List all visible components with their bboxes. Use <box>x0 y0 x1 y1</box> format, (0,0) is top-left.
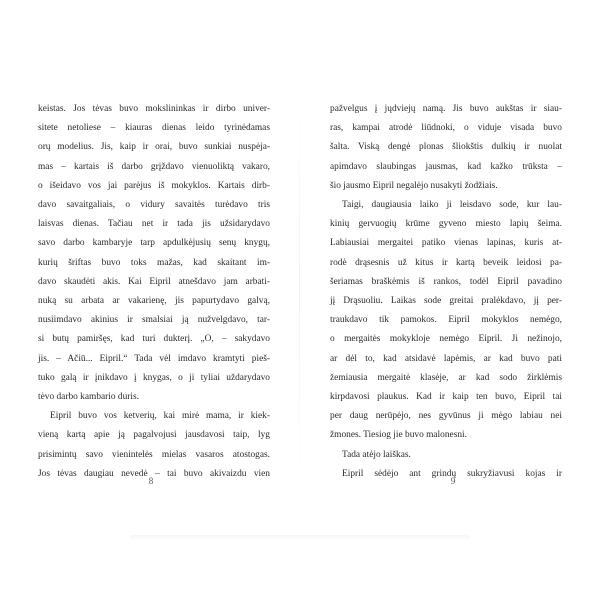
text-line: rodė drąsesnis už kitus ir kartą beveik leidosi pa- <box>330 257 562 268</box>
text-line: šio jausmo Eipril negalėjo nusakyti žodžiais. <box>330 180 498 191</box>
text-line: o išeidavo vos jai parėjus iš mokyklos. Kartais dirb- <box>38 180 270 191</box>
text-line: šalta. Viską dengė plonas šliokštis dulkių ir nuolat <box>330 142 562 153</box>
text-line: pažvelgus į jųdviejų namą. Jis buvo aukštas ir siau- <box>330 104 562 114</box>
text-line: žemiausia mergaitė klasėje, ar kad sodo žirklėmis <box>330 372 562 383</box>
text-line: laisvas dienas. Tačiau net ir tada jis užsidarydavo <box>38 219 270 230</box>
text-line: Labiausiai mergaitei patiko vienas lapinas, kuris at- <box>330 238 562 249</box>
text-line: tuko galą ir įnikdavo į knygas, o ji tyliai uždarydavo <box>38 372 270 383</box>
text-line: jis. – Ačiū... Eipril.“ Tada vėl imdavo kramtyti pieš- <box>38 353 270 364</box>
text-line: Tada atėjo laiškas. <box>342 449 411 460</box>
text-line: Eipril sėdėjo ant grindų sukryžiavusi kojas ir <box>342 468 562 479</box>
text-line: žmones. Tiesiog jie buvo malonesni. <box>330 430 467 441</box>
right-page <box>330 100 562 484</box>
text-line: savo darbo kambaryje tarp apdulkėjusių senų knygų, <box>38 238 270 249</box>
text-line: nusiimdavo akinius ir smalsiai ją nužvelgdavo, tar- <box>38 315 270 326</box>
text-line: traukdavo tik pamokos. Eipril mokyklos nemėgo, <box>330 315 562 326</box>
text-line: o mergaitės mokykloje nemėgo Eipril. Ji nežinojo, <box>330 334 562 345</box>
text-line: orų modelius. Jis, kaip ir orai, buvo sunkiai nuspėja- <box>38 142 270 153</box>
text-line: per daug nerūpėjo, nes gyvūnus ji mėgo labiau nei <box>330 411 562 422</box>
text-line: tėvo darbo kambario duris. <box>38 392 140 403</box>
page-shadow <box>130 535 470 541</box>
text-line: ras, kampai atrodė liūdnoki, o viduje visada buvo <box>330 123 562 134</box>
book-spine <box>299 90 300 490</box>
text-line: šeriamas braškėmis iš rankos, todėl Eipril pavadino <box>330 276 562 287</box>
text-line: nuką su arbata ar vakarienę, jis papurtydavo galvą, <box>38 296 270 307</box>
text-line: ar dėl to, kad atsidavė lapėmis, ar kad buvo pati <box>330 353 562 364</box>
text-line: kinių gervuogių krūme gyveno miesto lapių šeima. <box>330 219 562 230</box>
text-line: vieną kartą apie ją pagalvojusi jausdavosi taip, lyg <box>38 430 270 441</box>
page-number-left: 8 <box>148 476 154 486</box>
text-line: Taigi, daugiausia laiko ji leisdavo sode, kur lau- <box>342 200 562 211</box>
page-number-right: 9 <box>450 476 456 486</box>
text-line: davo savaitgaliais, o vidury savaitės turėdavo tris <box>38 200 270 211</box>
text-line: sitete netoliese – kiauras dienas leido tyrinėdamas <box>38 123 270 134</box>
text-line: keistas. Jos tėvas buvo mokslininkas ir dirbo univer- <box>38 104 270 114</box>
text-line: Eipril buvo vos ketverių, kai mirė mama, ir kiek- <box>50 411 270 422</box>
text-line: kirpdavosi plaukus. Kad ir kaip ten buvo, Eipril tai <box>330 392 562 403</box>
text-line: davo skaudėti akis. Kai Eipril atnešdavo jam arbati- <box>38 276 270 287</box>
text-line: prisimintų savo vienintelės mielas vasaros atostogas. <box>38 449 270 460</box>
text-line: si butų pamiršęs, kad turi dukterį. „O, – sakydavo <box>38 334 270 345</box>
text-line: apimdavo slaubingas jausmas, kad kažko trūksta – <box>330 161 562 172</box>
left-page <box>38 100 270 484</box>
text-line: Jos tėvas daugiau nevedė – tai buvo akivaizdu vien <box>38 468 270 479</box>
text-line: jį Drąsuoliu. Laikas sode greitai pralėkdavo, jį per- <box>330 296 562 307</box>
text-line: kurių šriftas buvo toks mažas, kad skaitant im- <box>38 257 270 268</box>
text-line: mas – kartais iš darbo grįždavo vienuoliktą vakaro, <box>38 161 270 172</box>
